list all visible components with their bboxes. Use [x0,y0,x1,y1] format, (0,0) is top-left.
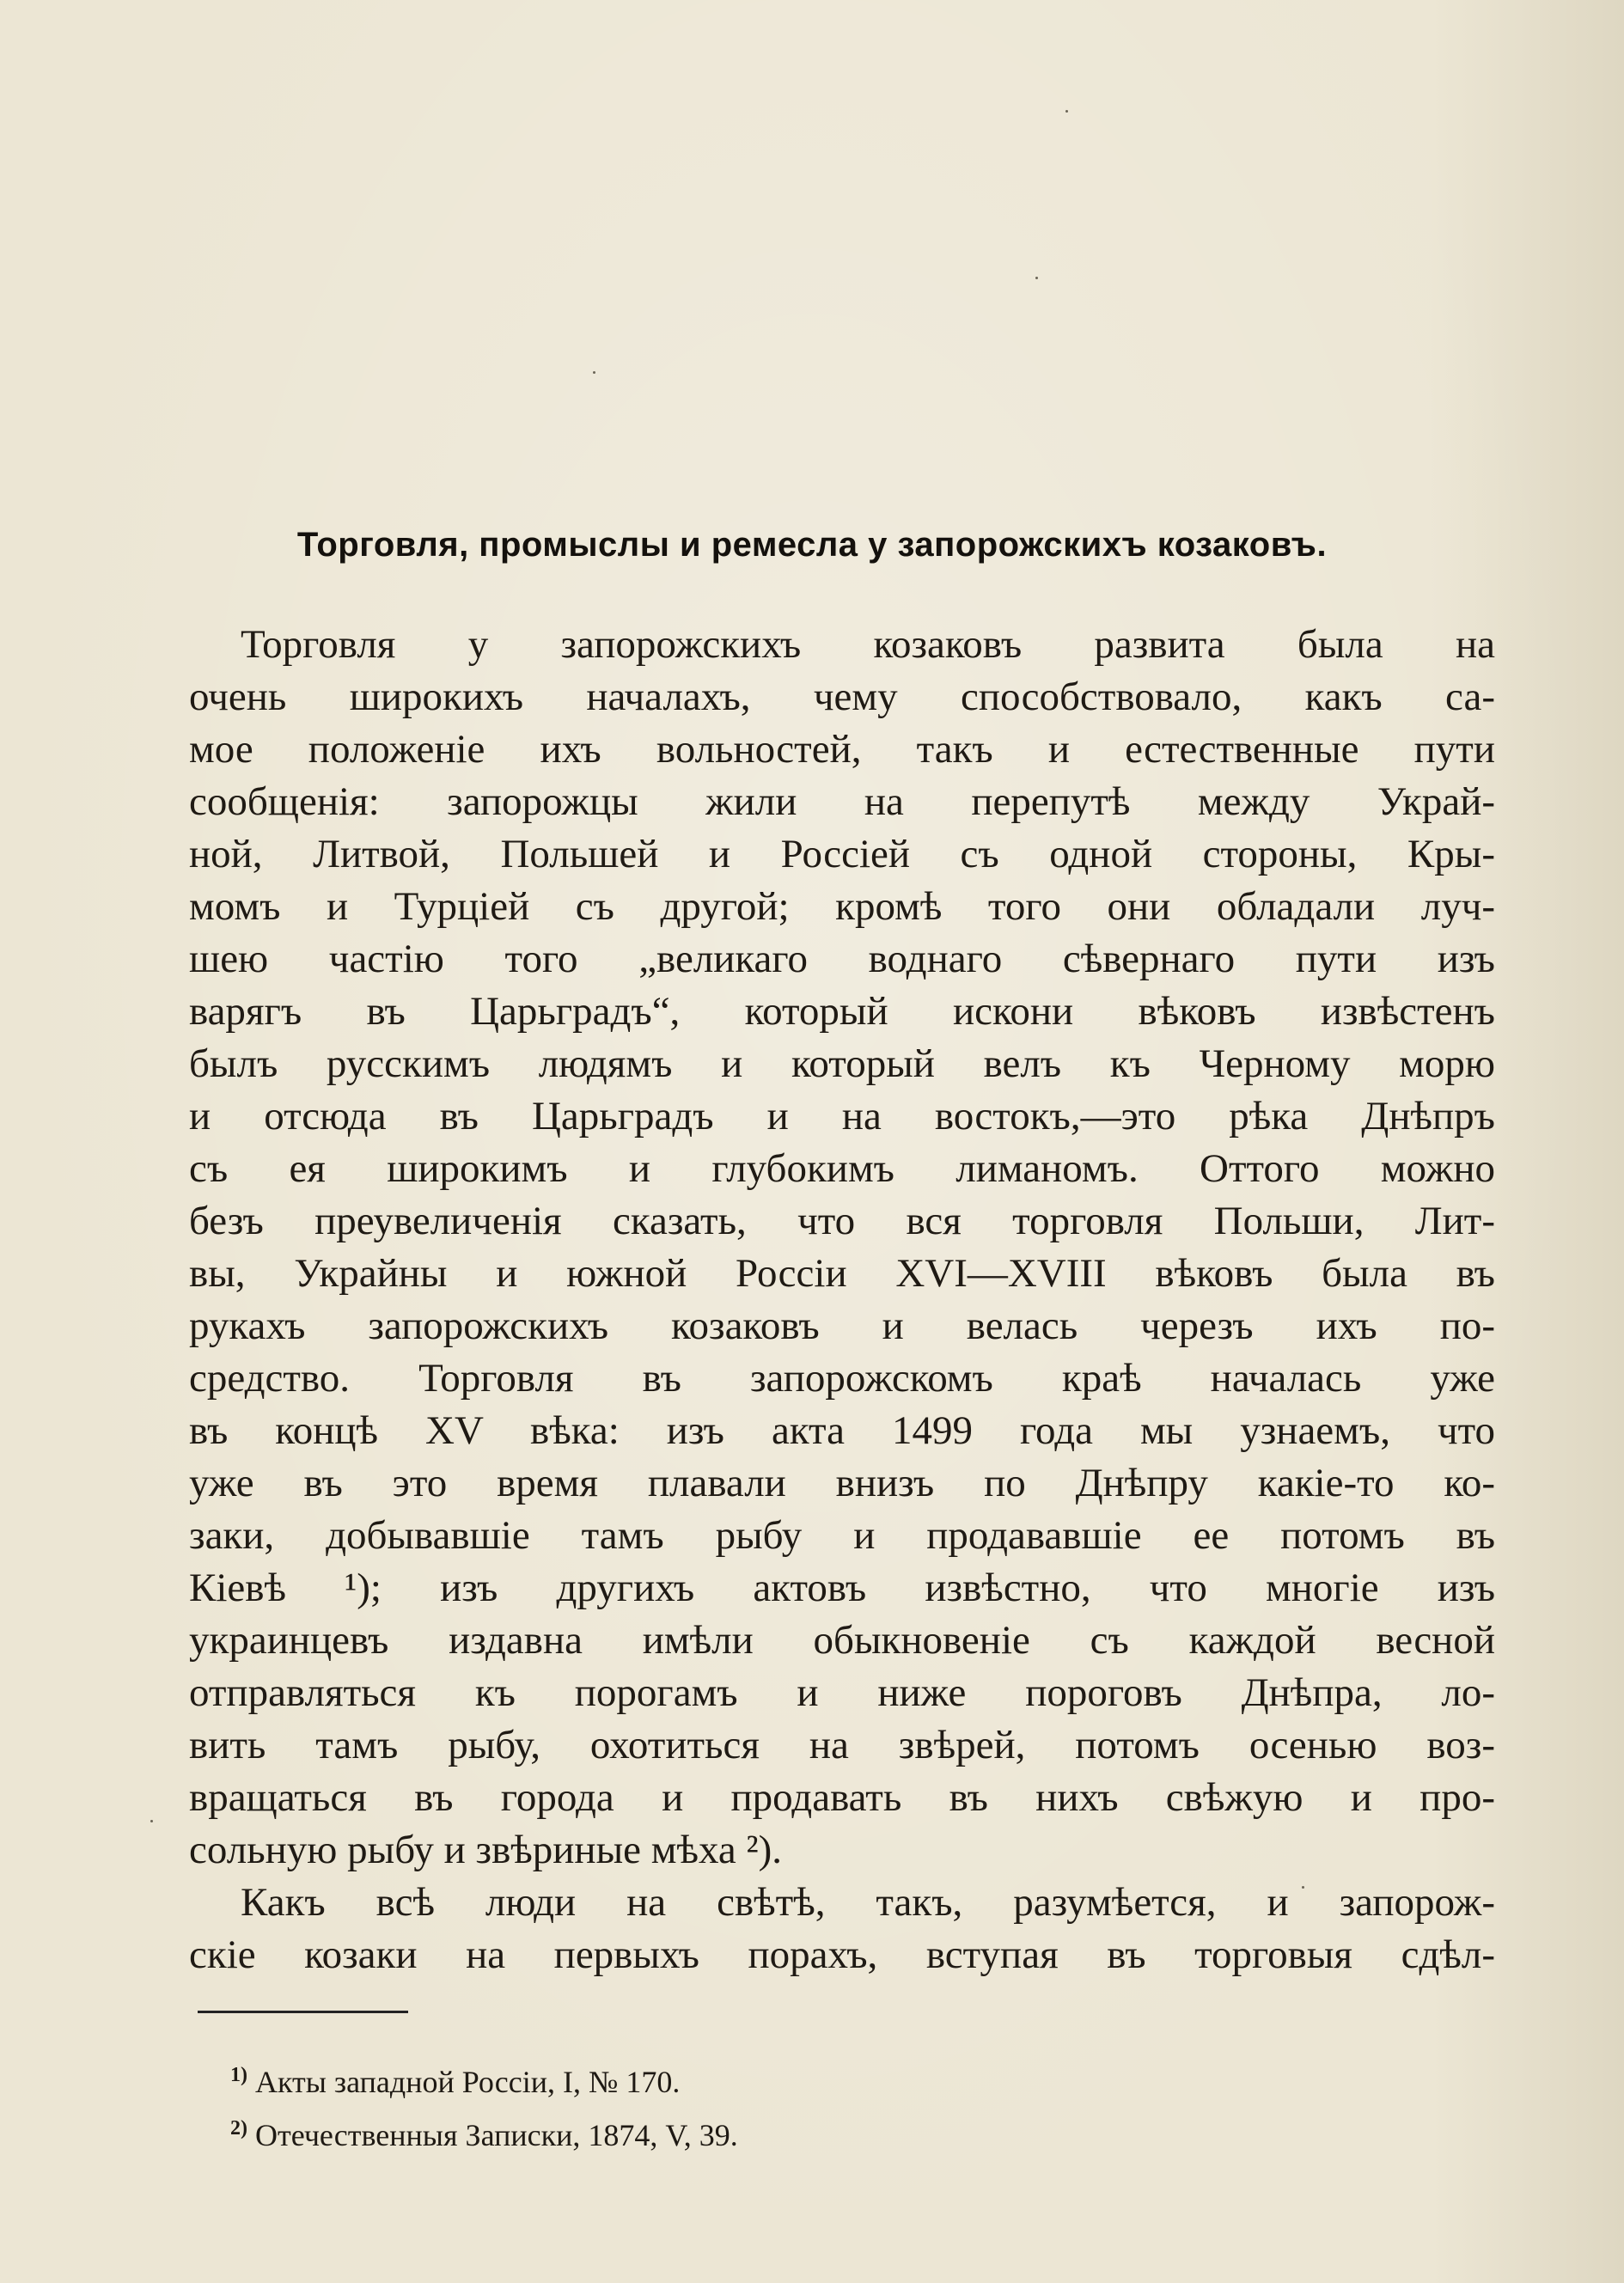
text-line: въ концѣ XV вѣка: изъ акта 1499 года мы узнаемъ, что [189,1408,1495,1453]
text-line: средство. Торговля въ запорожскомъ краѣ началась уже [189,1356,1495,1401]
text-line: сообщенiя: запорожцы жили на перепутѣ между Украй- [189,779,1495,824]
paper-speck [593,371,595,374]
footnote-rule [198,2011,408,2013]
paper-speck [1065,110,1068,113]
footnote-text: Отечественныя Записки, 1874, V, 39. [255,2118,738,2152]
text-line: шею частiю того „великаго воднаго сѣвернаго пути изъ [189,937,1495,981]
text-line: безъ преувеличенiя сказать, что вся торговля Польши, Лит- [189,1199,1495,1243]
text-line: рукахъ запорожскихъ козаковъ и велась черезъ ихъ по- [189,1303,1495,1348]
paper-speck [1035,277,1038,279]
footnote-text: Акты западной Россiи, I, № 170. [255,2065,681,2099]
text-line: заки, добывавшiе тамъ рыбу и продававшiе ее потомъ въ [189,1513,1495,1558]
paper-speck [150,1820,153,1822]
text-line: былъ русскимъ людямъ и который велъ къ Черному морю [189,1041,1495,1086]
text-line: Торговля у запорожскихъ козаковъ развита была на [241,622,1495,667]
body-text [189,619,1495,1981]
paragraph [189,619,1495,1877]
text-line: варягъ въ Царьградъ“, который искони вѣковъ извѣстенъ [189,989,1495,1034]
footnote-1 [230,2055,1261,2109]
text-line: ной, Литвой, Польшей и Россiей съ одной стороны, Кры- [189,832,1495,876]
text-line: и отсюда въ Царьградъ и на востокъ,—это рѣка Днѣпръ [189,1094,1495,1138]
text-line: вы, Украйны и южной Россiи XVI—XVIII вѣковъ была въ [189,1251,1495,1296]
footnote-mark: 2) [230,2117,247,2140]
text-line: отправляться къ порогамъ и ниже пороговъ Днѣпра, ло- [189,1670,1495,1715]
text-line: вращаться въ города и продавать въ нихъ свѣжую и про- [189,1775,1495,1820]
text-line: съ ея широкимъ и глубокимъ лиманомъ. Оттого можно [189,1146,1495,1191]
text-line: момъ и Турцiей съ другой; кромѣ того они обладали луч- [189,884,1495,929]
text-line: мое положенiе ихъ вольностей, такъ и естественные пути [189,727,1495,772]
text-line: сольную рыбу и звѣриные мѣха ²). [189,1828,783,1872]
text-line: Кiевѣ ¹); изъ другихъ актовъ извѣстно, что многiе изъ [189,1566,1495,1610]
page-heading: Торговля, промыслы и ремесла у запорожскихъ козаковъ. [296,526,1328,564]
paragraph [189,1877,1495,1981]
footnote-2 [230,2109,1261,2162]
text-line: Какъ всѣ люди на свѣтѣ, такъ, разумѣется, и запорож- [241,1880,1495,1925]
footnote-mark: 1) [230,2064,247,2086]
footnotes [230,2055,1261,2162]
text-line: вить тамъ рыбу, охотиться на звѣрей, потомъ осенью воз- [189,1723,1495,1767]
text-line: очень широкихъ началахъ, чему способствовало, какъ са- [189,675,1495,719]
text-line: украинцевъ издавна имѣли обыкновенiе съ каждой весной [189,1618,1495,1663]
text-line: скiе козаки на первыхъ порахъ, вступая въ торговыя сдѣл- [189,1932,1495,1977]
text-line: уже въ это время плавали внизъ по Днѣпру какiе-то ко- [189,1461,1495,1505]
